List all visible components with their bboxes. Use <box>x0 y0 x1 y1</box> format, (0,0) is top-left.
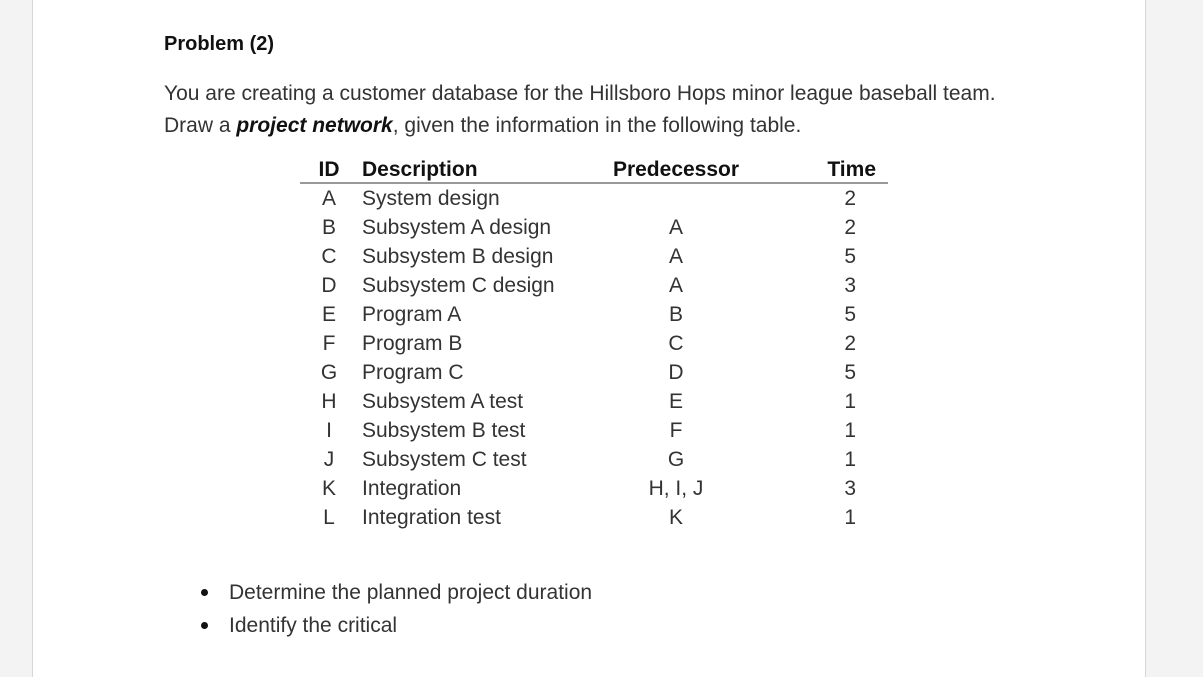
table-row <box>300 445 888 474</box>
cell-id: L <box>323 506 335 529</box>
cell-description: Subsystem A test <box>362 390 524 413</box>
cell-predecessor: G <box>667 448 685 471</box>
cell-description: Program A <box>362 303 462 326</box>
cell-description: System design <box>362 187 500 210</box>
cell-id: I <box>326 419 332 442</box>
bullet-text: Determine the planned project duration <box>229 581 593 604</box>
cell-time: 3 <box>844 477 856 500</box>
cell-time: 2 <box>844 332 856 355</box>
cell-time: 1 <box>844 390 856 413</box>
cell-id: G <box>320 361 338 384</box>
cell-time: 3 <box>844 274 856 297</box>
cell-id: C <box>321 245 337 268</box>
header-predecessor: Predecessor <box>608 154 744 183</box>
cell-description: Subsystem C test <box>362 448 527 471</box>
intro-emphasis: project network <box>236 114 393 137</box>
cell-id: F <box>322 332 336 355</box>
cell-time: 5 <box>844 361 856 384</box>
cell-description: Subsystem B test <box>362 419 526 442</box>
table-row <box>300 503 888 532</box>
cell-time: 5 <box>844 245 856 268</box>
cell-description: Integration <box>362 477 462 500</box>
activity-table <box>300 154 888 532</box>
table-row <box>300 213 888 242</box>
bullet-icon <box>201 589 208 596</box>
intro-line-2-pre: Draw a <box>164 114 237 137</box>
list-item <box>201 609 592 642</box>
cell-description: Program C <box>362 361 464 384</box>
table-row <box>300 242 888 271</box>
header-time: Time <box>744 154 888 183</box>
document-page <box>32 0 1146 677</box>
table-row <box>300 474 888 503</box>
cell-predecessor: D <box>668 361 684 384</box>
cell-predecessor: A <box>668 274 683 297</box>
list-item <box>201 576 592 609</box>
table-row <box>300 387 888 416</box>
cell-id: K <box>321 477 336 500</box>
cell-predecessor: A <box>668 216 683 239</box>
cell-time: 2 <box>844 216 856 239</box>
cell-time: 5 <box>844 303 856 326</box>
problem-intro <box>164 78 1064 142</box>
table-row <box>300 300 888 329</box>
header-id: ID <box>300 154 358 183</box>
problem-title: Problem (2) <box>164 33 275 55</box>
bullet-icon <box>201 622 208 629</box>
task-bullet-list <box>201 576 592 642</box>
intro-line-1: You are creating a customer database for the Hillsboro Hops minor league baseball team. <box>164 82 996 105</box>
cell-time: 1 <box>844 419 856 442</box>
cell-description: Subsystem A design <box>362 216 552 239</box>
table-row <box>300 329 888 358</box>
cell-id: A <box>321 187 336 210</box>
cell-time: 1 <box>844 448 856 471</box>
table-row <box>300 183 888 213</box>
cell-predecessor: A <box>668 245 683 268</box>
table-row <box>300 416 888 445</box>
cell-predecessor: F <box>669 419 683 442</box>
cell-description: Program B <box>362 332 463 355</box>
cell-id: B <box>321 216 336 239</box>
cell-description: Integration test <box>362 506 501 529</box>
bullet-text: Identify the critical <box>229 614 398 637</box>
cell-predecessor: B <box>668 303 683 326</box>
cell-id: D <box>321 274 337 297</box>
cell-id: E <box>321 303 336 326</box>
table-header-row <box>300 154 888 183</box>
table-body <box>300 183 888 532</box>
cell-id: J <box>323 448 335 471</box>
cell-id: H <box>321 390 337 413</box>
intro-line-2 <box>164 110 1064 142</box>
table-row <box>300 271 888 300</box>
cell-description: Subsystem B design <box>362 245 554 268</box>
cell-time: 1 <box>844 506 856 529</box>
cell-predecessor: E <box>668 390 683 413</box>
cell-predecessor: H, I, J <box>648 477 704 500</box>
cell-predecessor: K <box>668 506 683 529</box>
cell-predecessor: C <box>668 332 684 355</box>
header-description: Description <box>358 154 608 183</box>
cell-description: Subsystem C design <box>362 274 555 297</box>
table-row <box>300 358 888 387</box>
cell-time: 2 <box>844 187 856 210</box>
cell-predecessor <box>608 183 744 213</box>
intro-line-2-post: , given the information in the following table. <box>392 114 802 137</box>
